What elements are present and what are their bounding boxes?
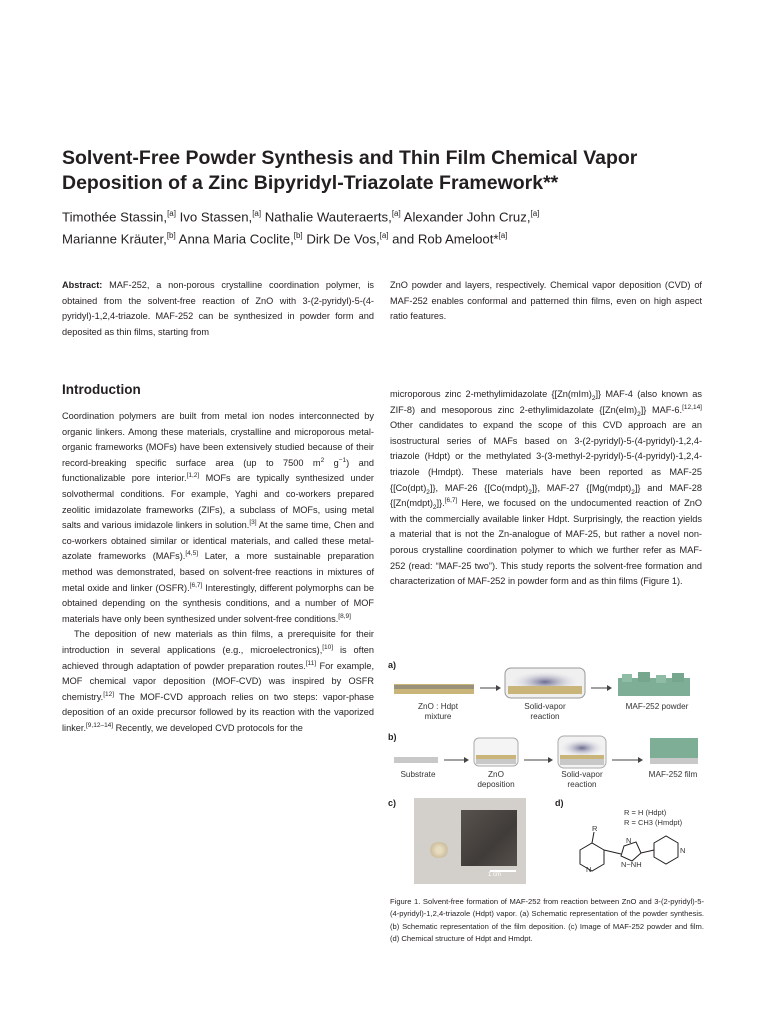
author-affiliation: [b] [166,231,176,241]
superscript: [12,14] [682,403,702,411]
maf252-powder-graphic [618,672,690,696]
author-affiliation: [a] [530,209,540,218]
scale-bar-label: 1 cm [488,872,502,878]
arrow-icon [612,757,643,763]
text-run: Here, we focused on the undocumented reaction of ZnO with the commercially available linker Hdpt. Surprisingly, the reaction yields a material that is not the Zn-analogue of MAF-25, but rather a novel non-porous crystalline coordination polymer to which we further refer as MAF-252 (read: “MAF-25 two”). This study reports the solvent-free formation and characterization of MAF-252 in powder form and as thin films (Figure 1). [390,498,702,587]
text-run: Later, a more sustainable preparation method was demonstrated, based on solvent-free reactions in mixtures of metal oxide and linker (OSFR). [62,551,374,593]
author-line-1 [62,204,712,226]
text-run: ) and functionalizable pore interior. [62,457,374,484]
subscript: 2 [637,410,641,418]
paragraph [390,387,702,590]
superscript: 2 [320,456,325,464]
arrow-icon [524,757,553,763]
author-name: Anna Maria Coclite, [175,231,294,247]
author-line-2 [62,226,712,248]
label-zno-hdpt-mixture: ZnO : Hdpt mixture [417,702,459,721]
text-run: For example, MOF chemical vapor deposition (MOF-CVD) was inspired by OSFR chemistry. [62,660,374,702]
author-name: Nathalie Wauteraerts, [261,209,392,225]
figure-1 [388,660,706,890]
superscript: [11] [305,659,317,667]
superscript: [9,12–14] [86,721,114,729]
text-run: ]}. [436,498,445,509]
text-run: ]}, MAF-26 {[Co(mdpt) [429,482,529,493]
film-sample [461,810,517,866]
author-name: Marianne Kräuter, [62,231,167,247]
zno-deposition-graphic [474,738,518,766]
zno-hdpt-mixture-graphic [394,684,474,694]
author-affiliation: [a] [379,231,389,241]
r-definition-hdpt: R = H (Hdpt) [624,808,667,817]
abstract-right: ZnO powder and layers, respectively. Chemical vapor deposition (CVD) of MAF-252 enables conformal and patterned thin films, even on high aspect ratio features. [390,280,702,322]
panel-label-b: b) [388,732,397,742]
section-heading-introduction: Introduction [62,382,141,397]
text-run: microporous zinc 2-methylimidazolate {[Zn(mIm) [390,389,592,399]
text-run: ]} MAF-6. [640,404,683,415]
text-run: Coordination polymers are built from metal ion nodes interconnected by organic linkers. Among these materials, crystalline and microporous metal-organic frameworks (MOFs) have been extensively studied because of their record-breaking specific surface area (up to 7500 m [62,411,374,468]
label-zno-deposition: ZnO deposition [477,770,515,789]
author-affiliation: [a] [391,209,401,218]
arrow-icon [480,685,501,691]
author-name: Alexander John Cruz, [400,209,531,225]
author-name: and Rob Ameloot* [388,231,499,247]
atom-n-4-pyridyl: N [680,846,686,855]
text-run: is often achieved through adaptation of powder preparation routes. [62,644,374,671]
label-maf252-powder: MAF-252 powder [625,702,689,711]
photo-maf252-powder-and-film [414,798,526,884]
text-run: The deposition of new materials as thin films, a prerequisite for their introduction in several applications (e.g., microelectronics), [62,629,374,655]
panel-label-d: d) [555,798,564,808]
atom-r: R [592,824,598,833]
text-run: ]} MAF-4 (also known as ZIF-8) and mesoporous zinc 2-ethylimidazolate {[Zn(eIm) [390,389,702,415]
intro-left-column [62,409,374,736]
text-run: Recently, we developed CVD protocols for the [113,722,303,733]
superscript: −1 [338,456,347,464]
text-run: ]}, MAF-27 {[Mg(mdpt) [531,482,632,493]
abstract-label: Abstract: [62,280,103,290]
subscript: 2 [591,394,596,402]
figure-caption: Figure 1. Solvent-free formation of MAF-252 from reaction between ZnO and 3-(2-pyridyl)-5-(4-pyridyl)-1,2,4-triazole (Hdpt) vapor. (a) Schematic representation of the powder synthesis. (b) Schematic representation of the film deposition. (c) Image of MAF-252 powder and film. (d) Chemical structure of Hdpt and Hmdpt. [390,897,704,943]
superscript: [6,7] [189,581,203,589]
text-run: Other candidates to expand the scope of this CVD approach are an isostructural series of MAFs based on 3-(2-pyridyl)-5-(4-pyridyl)-1,2,4-triazole (Hdpt) or the methylated 3-(3-methyl-2-pyridyl)-5-(4-pyridyl)-1,2,4-triazole (Hmdpt). These materials have been reported as MAF-25 {[Co(dpt) [390,420,702,493]
superscript: [6,7] [444,497,458,505]
superscript: [8,9] [338,612,351,620]
label-maf252-film: MAF-252 film [648,770,698,779]
author-affiliation: [a] [167,209,176,218]
author-affiliation: [b] [293,231,303,241]
maf252-film-graphic [650,738,698,764]
superscript: [3] [249,519,257,527]
superscript: [1,2] [186,472,200,480]
solid-vapor-reaction-film-graphic [558,736,606,768]
abstract-left [62,278,374,340]
powder-sample [428,842,450,858]
subscript: 2 [432,503,437,511]
superscript: [4,5] [185,550,199,558]
panel-label-c: c) [388,798,397,808]
superscript: [12] [103,690,115,698]
author-name: Dirk De Vos, [302,231,380,247]
subscript: 2 [426,488,430,496]
text-run: g [324,457,339,468]
subscript: 2 [631,488,635,496]
author-affiliation: [a] [252,209,262,218]
subscript: 2 [528,488,532,496]
author-affiliation: [a] [498,231,508,241]
intro-right-column [390,387,702,590]
panel-label-a: a) [388,660,397,670]
author-list [62,204,712,249]
r-definition-hmdpt: R = CH3 (Hmdpt) [624,818,683,827]
label-substrate: Substrate [400,770,436,779]
paper-title: Solvent-Free Powder Synthesis and Thin Film Chemical Vapor Deposition of a Zinc Bipyridyl-Triazolate Framework** [62,147,638,194]
arrow-icon [444,757,469,763]
paragraph [62,409,374,627]
solid-vapor-reaction-powder-graphic [505,668,585,698]
atom-n-triazole: N [626,836,632,845]
abstract-text-left: MAF-252, a non-porous crystalline coordination polymer, is obtained from the solvent-free reaction of ZnO with 3-(2-pyridyl)-5-(4-pyridyl)-1,2,4-triazole. MAF-252 can be synthesized in powder form and deposited as thin films, starting from [62,280,374,337]
text-run: Interestingly, different polymorphs can be obtained depending on the synthesis conditions, and a number of MOF materials have only been synthesized under solvent-free conditions. [62,582,374,624]
text-run: ]} and MAF-28 {[Zn(mdpt) [390,482,702,509]
atom-n-pyridyl: N [586,865,592,874]
author-name: Timothée Stassin, [62,209,168,225]
atom-nh-triazole: N−NH [621,860,642,869]
superscript: [10] [322,643,334,651]
text-run: MOFs are typically synthesized under solvothermal conditions. For example, Yaghi and co-workers prepared zeolitic imidazolate frameworks (ZIFs), a subclass of MOFs, using metal salts and various imidazole linkers in solution. [62,473,374,531]
label-solid-vapor-reaction-a: Solid-vapor reaction [524,702,566,721]
arrow-icon [591,685,612,691]
label-solid-vapor-reaction-b: Solid-vapor reaction [561,770,603,789]
paragraph [62,627,374,736]
text-run: At the same time, Chen and co-workers obtained similar or identical materials, and called these metal-azolate frameworks (MAFs). [62,520,374,562]
author-name: Ivo Stassen, [175,209,253,225]
substrate-graphic [394,757,438,763]
text-run: The MOF-CVD approach relies on two steps: vapor-phase deposition of an oxide precursor followed by its reaction with the vaporized linker. [62,691,374,733]
